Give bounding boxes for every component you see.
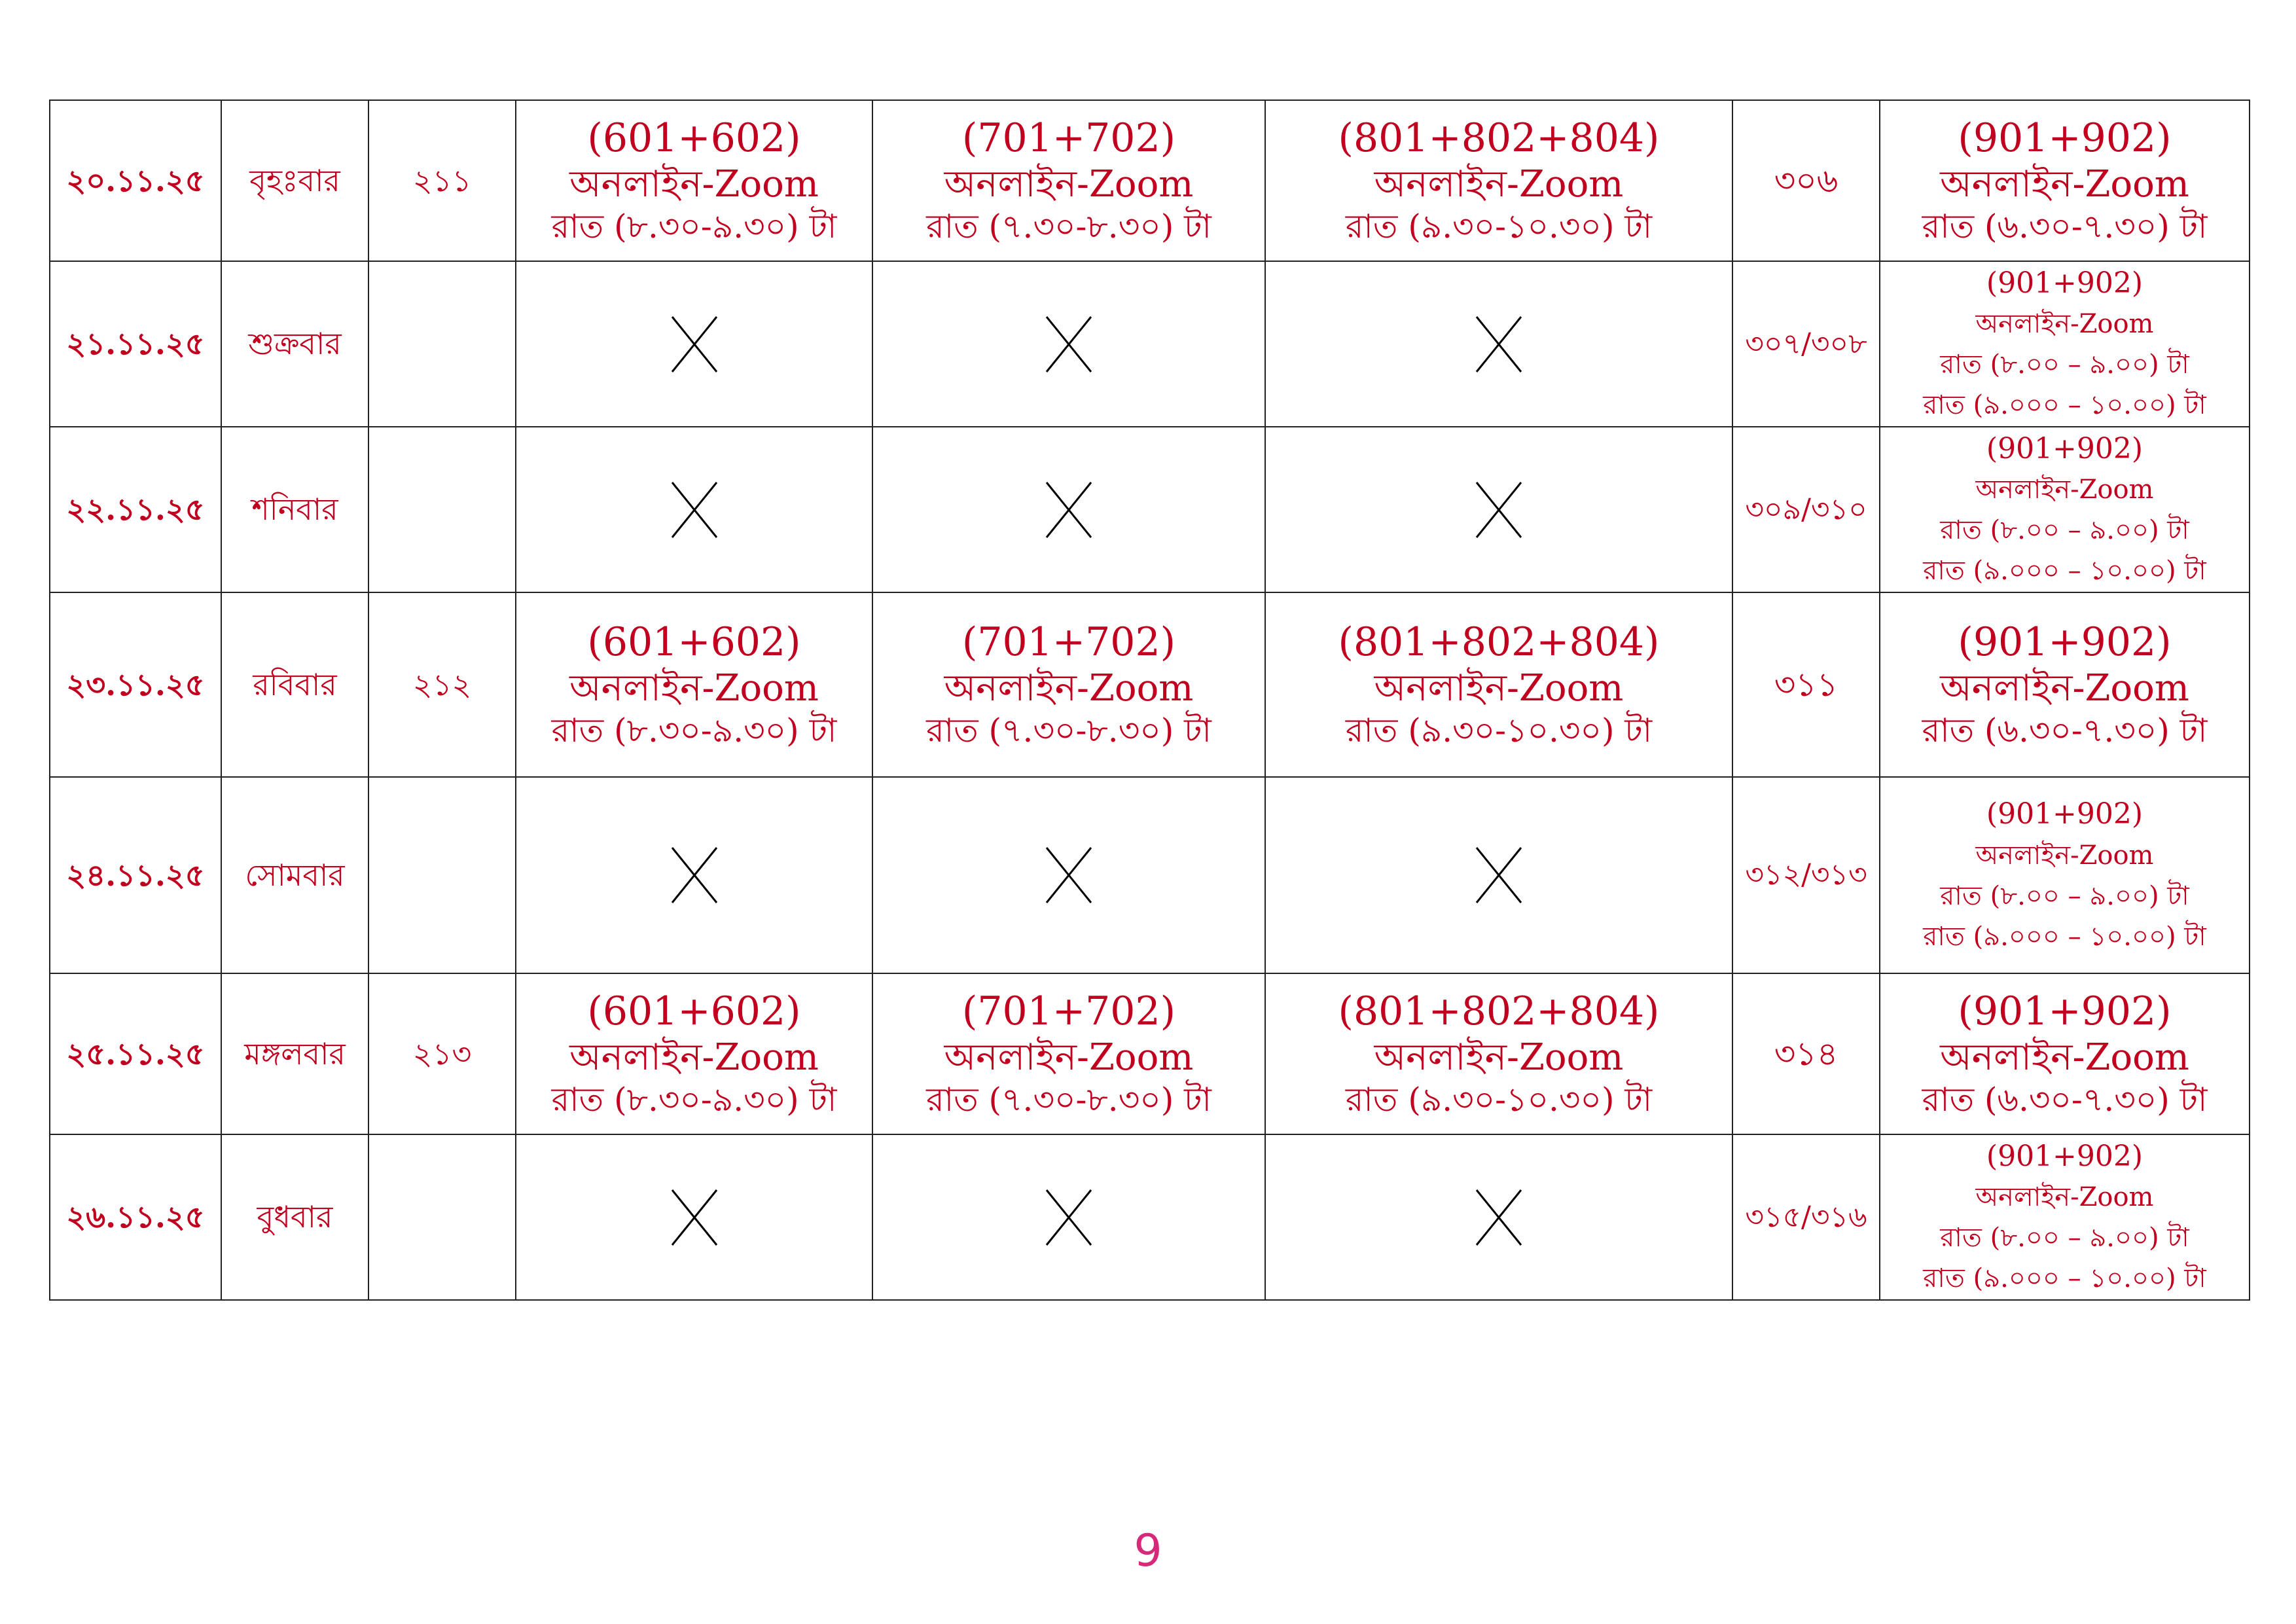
online-label: অনলাইন-Zoom <box>1940 1036 2189 1079</box>
date-cell: ২৬.১১.২৫ <box>50 1134 221 1300</box>
online-label: অনলাইন-Zoom <box>569 162 819 206</box>
class-code: (601+602) <box>587 115 801 161</box>
class-901-cell <box>1880 261 2250 427</box>
class-code: (901+902) <box>1958 988 2172 1034</box>
day-cell: শনিবার <box>221 427 368 592</box>
class-701-cell <box>872 100 1265 261</box>
day-cell: বুধবার <box>221 1134 368 1300</box>
class-code: (701+702) <box>961 115 1176 161</box>
class-code: (801+802+804) <box>1338 619 1660 665</box>
cross-icon <box>1045 846 1092 904</box>
day-cell: মঙ্গলবার <box>221 973 368 1134</box>
online-label: অনলাইন-Zoom <box>944 1036 1194 1079</box>
cross-icon <box>1045 1189 1092 1246</box>
class-code: (901+902) <box>1986 431 2144 465</box>
class-801-cell <box>1265 592 1732 777</box>
cross-icon <box>671 1189 718 1246</box>
class-code: (901+902) <box>1986 266 2144 300</box>
online-label: অনলাইন-Zoom <box>1975 840 2154 871</box>
online-label: অনলাইন-Zoom <box>1975 309 2154 340</box>
serial-cell: ২১৩ <box>368 973 516 1134</box>
day-cell: বৃহঃবার <box>221 100 368 261</box>
date-cell: ২০.১১.২৫ <box>50 100 221 261</box>
table-row <box>50 261 2250 427</box>
online-label: অনলাইন-Zoom <box>569 666 819 710</box>
cross-icon <box>1045 316 1092 373</box>
class-701-cell <box>872 973 1265 1134</box>
online-label: অনলাইন-Zoom <box>1975 475 2154 505</box>
cross-icon <box>671 316 718 373</box>
class-time: রাত (৯.০০০ – ১০.০০) টা <box>1923 556 2206 586</box>
date-cell: ২১.১১.২৫ <box>50 261 221 427</box>
class-code: (901+902) <box>1958 619 2172 665</box>
class-number-cell: ৩০৬ <box>1732 100 1880 261</box>
serial-cell <box>368 261 516 427</box>
class-number-cell: ৩০৭/৩০৮ <box>1732 261 1880 427</box>
online-label: অনলাইন-Zoom <box>1940 666 2189 710</box>
date-cell: ২৫.১১.২৫ <box>50 973 221 1134</box>
class-time: রাত (৬.৩০-৭.৩০) টা <box>1922 208 2208 246</box>
cross-icon <box>1475 1189 1522 1246</box>
class-time: রাত (৮.০০ – ৯.০০) টা <box>1940 1223 2189 1254</box>
serial-cell <box>368 427 516 592</box>
table-row <box>50 427 2250 592</box>
cross-icon <box>1475 846 1522 904</box>
table-row <box>50 777 2250 973</box>
day-cell: শুক্রবার <box>221 261 368 427</box>
class-time: রাত (৯.০০০ – ১০.০০) টা <box>1923 390 2206 421</box>
class-code: (901+902) <box>1986 1139 2144 1173</box>
class-time: রাত (৮.০০ – ৯.০০) টা <box>1940 350 2189 380</box>
cross-icon <box>1045 481 1092 539</box>
class-code: (901+902) <box>1958 115 2172 161</box>
page-number: 9 <box>1134 1525 1162 1577</box>
no-class-cell <box>872 777 1265 973</box>
no-class-cell <box>872 1134 1265 1300</box>
class-901-cell <box>1880 592 2250 777</box>
class-number-cell: ৩১১ <box>1732 592 1880 777</box>
class-code: (801+802+804) <box>1338 115 1660 161</box>
cross-icon <box>671 846 718 904</box>
no-class-cell <box>872 261 1265 427</box>
class-code: (601+602) <box>587 988 801 1034</box>
class-time: রাত (৬.৩০-৭.৩০) টা <box>1922 712 2208 750</box>
class-time: রাত (৮.০০ – ৯.০০) টা <box>1940 880 2189 911</box>
online-label: অনলাইন-Zoom <box>1374 1036 1624 1079</box>
class-801-cell <box>1265 973 1732 1134</box>
serial-cell: ২১১ <box>368 100 516 261</box>
day-cell: রবিবার <box>221 592 368 777</box>
no-class-cell <box>516 427 872 592</box>
class-number-cell: ৩১৫/৩১৬ <box>1732 1134 1880 1300</box>
class-time: রাত (৭.৩০-৮.৩০) টা <box>926 208 1211 246</box>
class-number-cell: ৩১২/৩১৩ <box>1732 777 1880 973</box>
no-class-cell <box>516 1134 872 1300</box>
class-601-cell <box>516 973 872 1134</box>
class-time: রাত (৮.০০ – ৯.০০) টা <box>1940 515 2189 546</box>
date-cell: ২৩.১১.২৫ <box>50 592 221 777</box>
class-number-cell: ৩১৪ <box>1732 973 1880 1134</box>
class-code: (701+702) <box>961 619 1176 665</box>
online-label: অনলাইন-Zoom <box>1940 162 2189 206</box>
online-label: অনলাইন-Zoom <box>944 666 1194 710</box>
class-time: রাত (৬.৩০-৭.৩০) টা <box>1922 1081 2208 1119</box>
date-cell: ২২.১১.২৫ <box>50 427 221 592</box>
no-class-cell <box>1265 777 1732 973</box>
class-901-cell <box>1880 777 2250 973</box>
class-time: রাত (৭.৩০-৮.৩০) টা <box>926 712 1211 750</box>
online-label: অনলাইন-Zoom <box>1374 162 1624 206</box>
class-time: রাত (৯.০০০ – ১০.০০) টা <box>1923 1263 2206 1294</box>
class-time: রাত (৯.৩০-১০.৩০) টা <box>1345 1081 1653 1119</box>
class-801-cell <box>1265 100 1732 261</box>
class-time: রাত (৯.৩০-১০.৩০) টা <box>1345 208 1653 246</box>
schedule-table <box>49 99 2250 1301</box>
cross-icon <box>1475 316 1522 373</box>
cross-icon <box>1475 481 1522 539</box>
cross-icon <box>671 481 718 539</box>
no-class-cell <box>1265 1134 1732 1300</box>
class-time: রাত (৮.৩০-৯.৩০) টা <box>551 712 837 750</box>
table-row <box>50 592 2250 777</box>
online-label: অনলাইন-Zoom <box>1975 1182 2154 1213</box>
table-row <box>50 100 2250 261</box>
no-class-cell <box>516 777 872 973</box>
class-901-cell <box>1880 1134 2250 1300</box>
class-901-cell <box>1880 427 2250 592</box>
serial-cell <box>368 1134 516 1300</box>
class-901-cell <box>1880 973 2250 1134</box>
online-label: অনলাইন-Zoom <box>569 1036 819 1079</box>
class-code: (801+802+804) <box>1338 988 1660 1034</box>
table-row <box>50 973 2250 1134</box>
no-class-cell <box>1265 261 1732 427</box>
day-cell: সোমবার <box>221 777 368 973</box>
class-code: (701+702) <box>961 988 1176 1034</box>
table-row <box>50 1134 2250 1300</box>
class-901-cell <box>1880 100 2250 261</box>
serial-cell <box>368 777 516 973</box>
class-time: রাত (৯.০০০ – ১০.০০) টা <box>1923 921 2206 952</box>
class-601-cell <box>516 100 872 261</box>
class-time: রাত (৭.৩০-৮.৩০) টা <box>926 1081 1211 1119</box>
class-time: রাত (৮.৩০-৯.৩০) টা <box>551 208 837 246</box>
class-time: রাত (৮.৩০-৯.৩০) টা <box>551 1081 837 1119</box>
date-cell: ২৪.১১.২৫ <box>50 777 221 973</box>
no-class-cell <box>1265 427 1732 592</box>
online-label: অনলাইন-Zoom <box>1374 666 1624 710</box>
class-code: (601+602) <box>587 619 801 665</box>
class-time: রাত (৯.৩০-১০.৩০) টা <box>1345 712 1653 750</box>
online-label: অনলাইন-Zoom <box>944 162 1194 206</box>
class-701-cell <box>872 592 1265 777</box>
no-class-cell <box>516 261 872 427</box>
serial-cell: ২১২ <box>368 592 516 777</box>
class-601-cell <box>516 592 872 777</box>
class-code: (901+902) <box>1986 797 2144 831</box>
class-number-cell: ৩০৯/৩১০ <box>1732 427 1880 592</box>
no-class-cell <box>872 427 1265 592</box>
